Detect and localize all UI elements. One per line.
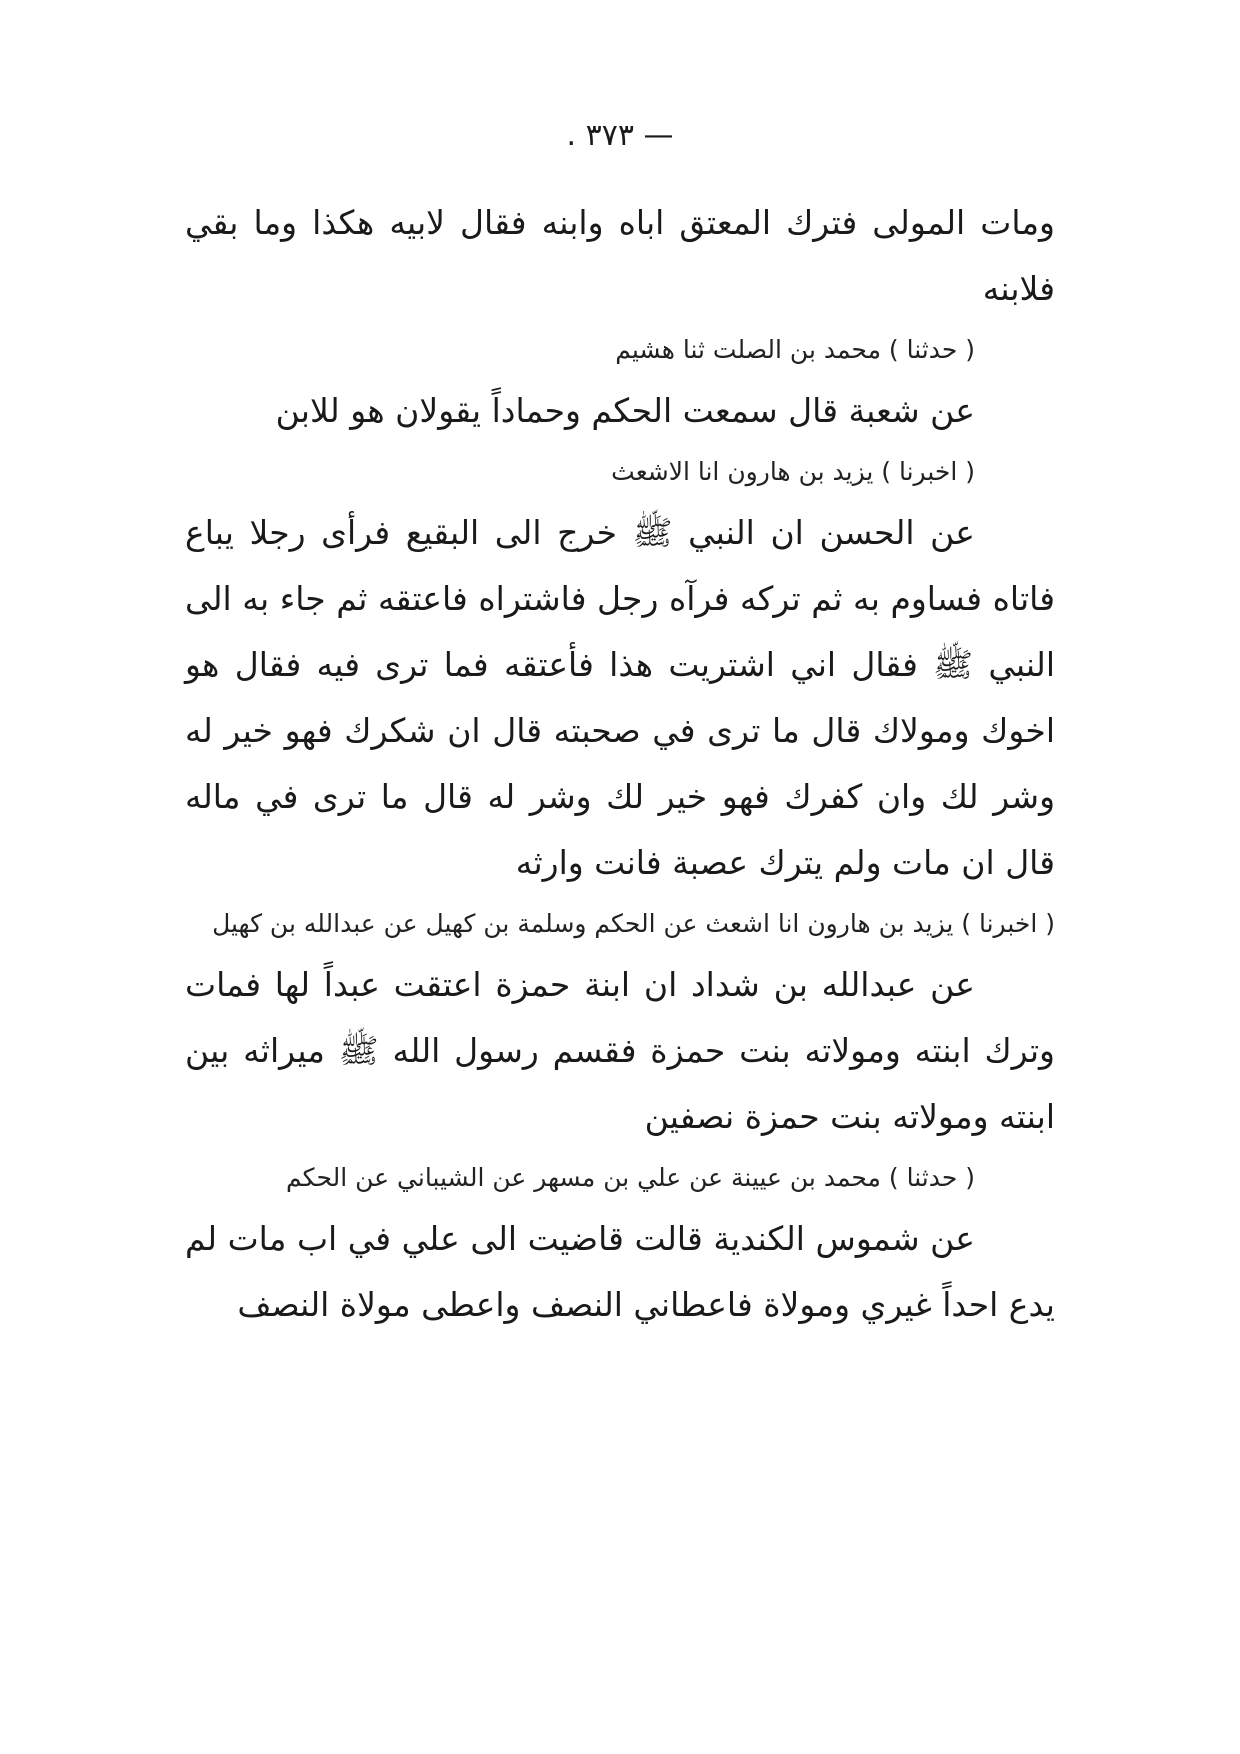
text-body — [185, 190, 1055, 1338]
isnad-line: ( حدثنا ) محمد بن الصلت ثنا هشيم — [615, 335, 975, 364]
isnad-line: ( اخبرنا ) يزيد بن هارون انا الاشعث — [611, 457, 975, 486]
paragraph-text: عن شعبة قال سمعت الحكم وحماداً يقولان هو للابن — [275, 391, 975, 430]
page-number: — ٣٧٣ . — [566, 118, 674, 153]
paragraph-text: عن الحسن ان النبي ﷺ خرج الى البقيع فرأى رجلا يباع فاتاه فساوم به ثم تركه فرآه رجل فاشتراه فاعتقه ثم جاء به الى النبي ﷺ فقال اني اشتريت هذا فأعتقه فما ترى فيه فقال هو اخوك ومولاك قال ما ترى في صحبته قال ان شكرك فهو خير له وشر لك وان كفرك فهو خير لك وشر له قال ما ترى في ماله قال ان مات ولم يترك عصبة فانت وارثه — [185, 513, 1055, 882]
paragraph-text: ومات المولى فترك المعتق اباه وابنه فقال لابيه هكذا وما بقي فلابنه — [185, 203, 1055, 308]
paragraph-text: عن عبدالله بن شداد ان ابنة حمزة اعتقت عبداً لها فمات وترك ابنته ومولاته بنت حمزة فقسم رسول الله ﷺ ميراثه بين ابنته ومولاته بنت حمزة نصفين — [185, 965, 1055, 1136]
paragraph-text: عن شموس الكندية قالت قاضيت الى علي في اب مات لم يدع احداً غيري ومولاة فاعطاني النصف واعطى مولاة النصف — [185, 1219, 1055, 1324]
isnad-line: ( حدثنا ) محمد بن عيينة عن علي بن مسهر عن الشيباني عن الحكم — [286, 1163, 975, 1192]
isnad-line: ( اخبرنا ) يزيد بن هارون انا اشعث عن الحكم وسلمة بن كهيل عن عبدالله بن كهيل — [212, 909, 1055, 938]
